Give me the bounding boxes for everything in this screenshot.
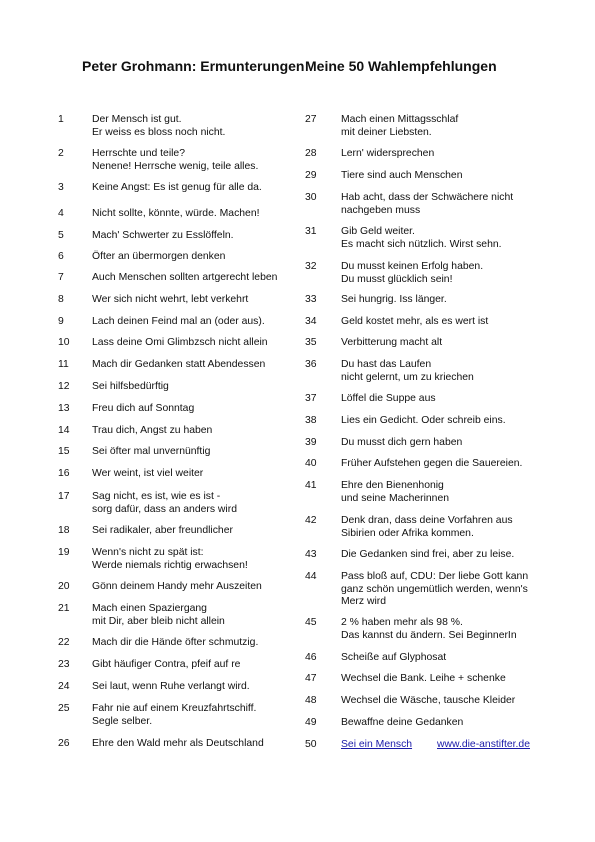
item-text (92, 403, 194, 416)
item-number: 30 (305, 192, 317, 203)
item-text-line: Das kannst du ändern. Sei BeginnerIn (341, 629, 517, 641)
item-text (92, 425, 212, 438)
item-number: 48 (305, 695, 317, 706)
item-text-line: Öfter an übermorgen denken (92, 251, 226, 262)
item-number: 26 (58, 738, 70, 749)
item-text-line: Gönn deinem Handy mehr Auszeiten (92, 581, 262, 592)
item-text-line: Der Mensch ist gut. (92, 114, 182, 125)
item-text (92, 581, 262, 594)
item-text-line: Du hast das Laufen (341, 359, 432, 370)
item-text-line: Auch Menschen sollten artgerecht leben (92, 272, 278, 283)
item-number: 3 (58, 182, 64, 193)
item-text (92, 703, 256, 728)
item-number: 2 (58, 148, 64, 159)
item-text-line: Mach dir Gedanken statt Abendessen (92, 359, 266, 370)
item-text-line: Sei laut, wenn Ruhe verlangt wird. (92, 681, 250, 692)
item-text-line: Wer sich nicht wehrt, lebt verkehrt (92, 294, 249, 305)
item-text-line: Trau dich, Angst zu haben (92, 425, 213, 436)
item-text (92, 114, 225, 139)
item-text-line: Denk dran, dass deine Vorfahren aus (341, 515, 513, 526)
item-text (92, 359, 265, 372)
item-text (341, 617, 517, 642)
item-number: 21 (58, 603, 70, 614)
item-text-line: Lach deinen Feind mal an (oder aus). (92, 316, 265, 327)
item-text (92, 272, 277, 285)
item-text (92, 603, 225, 628)
item-text-line: Wechsel die Bank. Leihe + schenke (341, 673, 506, 684)
item-number: 49 (305, 717, 317, 728)
item-text-line: Ehre den Bienenhonig (341, 480, 444, 491)
item-number: 8 (58, 294, 64, 305)
item-number: 34 (305, 316, 317, 327)
item-text (92, 547, 248, 572)
item-text (341, 226, 502, 251)
item-text-line: Sibirien oder Afrika kommen. (341, 527, 474, 539)
item-text-line: Mach' Schwerter zu Esslöffeln. (92, 230, 234, 241)
item-text (341, 148, 434, 161)
item-number: 6 (58, 251, 64, 262)
item-number: 1 (58, 114, 64, 125)
item-text (341, 170, 462, 183)
item-text-line: mit Dir, aber bleib nicht allein (92, 615, 225, 627)
item-text-line: Du musst keinen Erfolg haben. (341, 261, 484, 272)
item-text (92, 148, 258, 173)
item-text-line: Lass deine Omi Glimbzsch nicht allein (92, 337, 268, 348)
item-text (341, 437, 462, 450)
item-text-line: Sei öfter mal unvernünftig (92, 446, 211, 457)
item-text (92, 491, 237, 516)
item-number: 23 (58, 659, 70, 670)
item-text (341, 294, 447, 307)
item-text (92, 738, 264, 751)
item-text-line: Er weiss es bloss noch nicht. (92, 126, 226, 138)
item-text-line: Gibt häufiger Contra, pfeif auf re (92, 659, 241, 670)
item-text-line: Hab acht, dass der Schwächere nicht (341, 192, 514, 203)
item-text (341, 458, 522, 471)
item-number: 38 (305, 415, 317, 426)
item-text (341, 192, 513, 217)
item-text-line: Geld kostet mehr, als es wert ist (341, 316, 489, 327)
item-text-line: Bewaffne deine Gedanken (341, 717, 464, 728)
item-number: 50 (305, 739, 317, 750)
item-text (341, 652, 446, 665)
item-number: 7 (58, 272, 64, 283)
item-text-line: Sei hilfsbedürftig (92, 381, 169, 392)
item-text-line: Verbitterung macht alt (341, 337, 443, 348)
item-number: 22 (58, 637, 70, 648)
item-text-line: Es macht sich nützlich. Wirst sehn. (341, 238, 502, 250)
item-text (92, 294, 248, 307)
item-text-line: Werde niemals richtig erwachsen! (92, 559, 248, 571)
item-text (341, 261, 483, 286)
item-text (92, 637, 258, 650)
item-text (341, 515, 513, 540)
item-text (341, 337, 442, 350)
item-text-line: Wechsel die Wäsche, tausche Kleider (341, 695, 516, 706)
item-text (92, 381, 169, 394)
item-text (92, 659, 240, 672)
item-number: 42 (305, 515, 317, 526)
item-text (92, 316, 265, 329)
item-number: 15 (58, 446, 70, 457)
item-number: 5 (58, 230, 64, 241)
item-number: 36 (305, 359, 317, 370)
item-text (341, 415, 506, 428)
sei-ein-mensch-link[interactable]: Sei ein Mensch (341, 739, 413, 750)
item-text (341, 359, 474, 384)
item-text-line: Du musst glücklich sein! (341, 273, 453, 285)
item-text-line: Löffel die Suppe aus (341, 393, 436, 404)
title-author: Peter Grohmann: Ermunterungen (82, 58, 305, 74)
website-link[interactable]: www.die-anstifter.de (437, 739, 530, 750)
item-number: 14 (58, 425, 70, 436)
item-text-line: Freu dich auf Sonntag (92, 403, 195, 414)
item-text (341, 717, 463, 730)
item-number: 19 (58, 547, 70, 558)
item-number: 17 (58, 491, 70, 502)
item-number: 18 (58, 525, 70, 536)
item-number: 39 (305, 437, 317, 448)
item-text-line: Ehre den Wald mehr als Deutschland (92, 738, 264, 749)
item-text-line: Du musst dich gern haben (341, 437, 463, 448)
item-text (92, 337, 268, 350)
item-text-line: Die Gedanken sind frei, aber zu leise. (341, 549, 515, 560)
item-text-line: Nenene! Herrsche wenig, teile alles. (92, 160, 259, 172)
item-text (92, 230, 234, 243)
item-text-line: Fahr nie auf einem Kreuzfahrtschiff. (92, 703, 257, 714)
item-number: 32 (305, 261, 317, 272)
item-number: 27 (305, 114, 317, 125)
item-text-line: Gib Geld weiter. (341, 226, 415, 237)
item-text-line: Tiere sind auch Menschen (341, 170, 463, 181)
item-number: 47 (305, 673, 317, 684)
item-text-line: Nicht sollte, könnte, würde. Machen! (92, 208, 260, 219)
item-text-line: Herrschte und teile? (92, 148, 185, 159)
item-text (341, 571, 528, 609)
item-text-line: Merz wird (341, 596, 387, 608)
item-text-line: nicht gelernt, um zu kriechen (341, 371, 474, 383)
item-number: 12 (58, 381, 70, 392)
item-number: 40 (305, 458, 317, 469)
item-number: 11 (58, 359, 69, 370)
title-subtitle: Meine 50 Wahlempfehlungen (305, 58, 497, 74)
item-text-line: Wer weint, ist viel weiter (92, 468, 204, 479)
item-number: 46 (305, 652, 317, 663)
item-text-line: und seine Macherinnen (341, 492, 450, 504)
item-number: 43 (305, 549, 317, 560)
item-text (341, 673, 506, 686)
item-number: 24 (58, 681, 70, 692)
item-text-line: Lern' widersprechen (341, 148, 435, 159)
item-text (341, 695, 515, 708)
item-number: 4 (58, 208, 64, 219)
item-text-line: sorg dafür, dass an anders wird (92, 503, 237, 515)
item-number: 33 (305, 294, 317, 305)
item-number: 10 (58, 337, 70, 348)
item-number: 13 (58, 403, 70, 414)
item-number: 35 (305, 337, 317, 348)
item-text-line: Keine Angst: Es ist genug für alle da. (92, 182, 262, 193)
item-text-line: mit deiner Liebsten. (341, 126, 432, 138)
item-text-line: Pass bloß auf, CDU: Der liebe Gott kann (341, 571, 529, 582)
item-number: 28 (305, 148, 317, 159)
item-text-line: 2 % haben mehr als 98 %. (341, 617, 463, 628)
item-text-line: Wenn's nicht zu spät ist: (92, 547, 204, 558)
item-text (92, 525, 233, 538)
item-text-line: Mach einen Mittagsschlaf (341, 114, 459, 125)
item-text-line: Lies ein Gedicht. Oder schreib eins. (341, 415, 506, 426)
item-number: 37 (305, 393, 317, 404)
item-number: 45 (305, 617, 317, 628)
item-text-line: Scheiße auf Glyphosat (341, 652, 447, 663)
item-text (92, 208, 260, 221)
item-number: 44 (305, 571, 317, 582)
item-number: 25 (58, 703, 70, 714)
item-number: 41 (305, 480, 317, 491)
item-number: 20 (58, 581, 70, 592)
item-text (341, 480, 449, 505)
item-number: 16 (58, 468, 70, 479)
item-text-line: Früher Aufstehen gegen die Sauereien. (341, 458, 523, 469)
item-text-line: Sei hungrig. Iss länger. (341, 294, 447, 305)
item-text-line: Sei radikaler, aber freundlicher (92, 525, 233, 536)
item-text (92, 251, 225, 264)
item-text-line: Sag nicht, es ist, wie es ist - (92, 491, 221, 502)
item-text (92, 681, 250, 694)
page-title (0, 57, 595, 77)
item-text (341, 114, 458, 139)
item-text-line: Mach einen Spaziergang (92, 603, 207, 614)
item-text-line: ganz schön ungemütlich werden, wenn's (341, 583, 528, 595)
item-number: 31 (305, 226, 317, 237)
item-text (341, 316, 488, 329)
item-text-line: nachgeben muss (341, 204, 421, 216)
item-text (92, 446, 210, 459)
item-text (92, 182, 262, 195)
item-text (341, 549, 514, 562)
item-text-line: Segle selber. (92, 715, 153, 727)
item-number: 29 (305, 170, 317, 181)
item-number: 9 (58, 316, 64, 327)
item-text (341, 393, 436, 406)
item-text-line: Mach dir die Hände öfter schmutzig. (92, 637, 259, 648)
item-text (92, 468, 203, 481)
